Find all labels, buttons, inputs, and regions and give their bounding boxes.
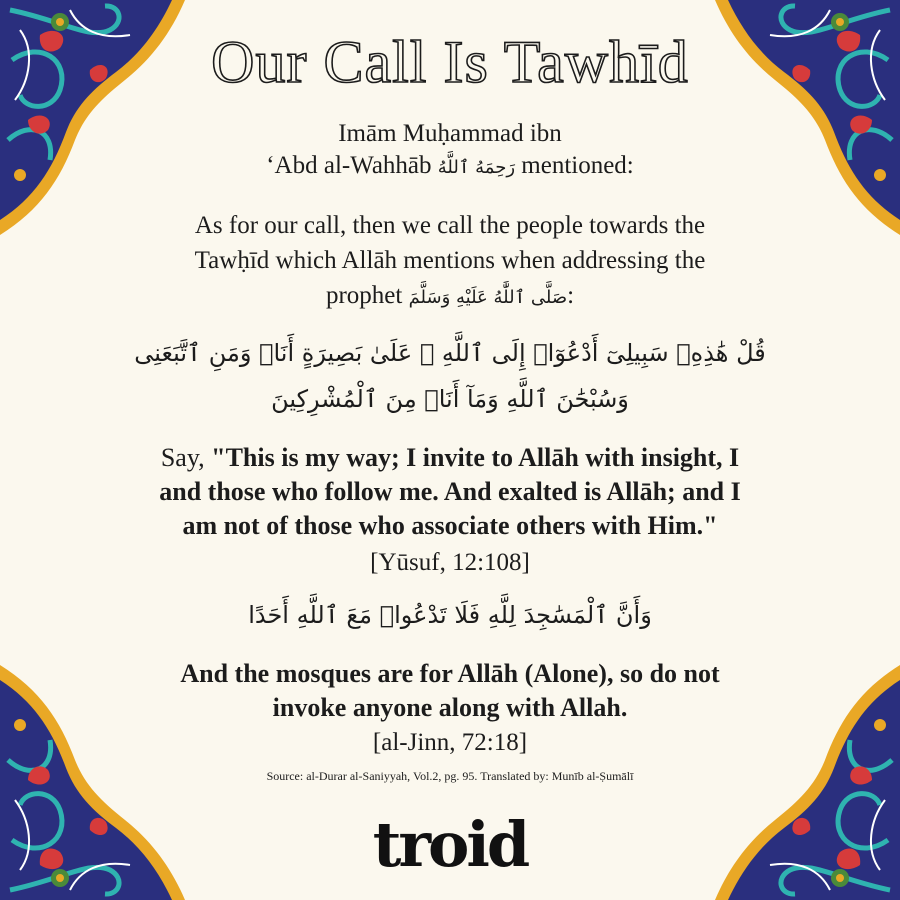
honorific-mark: رَحِمَهُ ٱللَّهُ xyxy=(437,157,516,178)
intro-paragraph xyxy=(90,208,810,315)
verse-1-translation-line-1 xyxy=(90,441,810,475)
verse-2-reference: [al-Jinn, 72:18] xyxy=(372,729,528,756)
verse-1-arabic xyxy=(110,330,790,422)
verse-1-translation xyxy=(90,441,810,543)
source-credit: Source: al-Durar al-Saniyyah, Vol.2, pg. 95. Translated by: Munīb al-Ṣumālī xyxy=(266,769,634,783)
verse-1-translation-line-3: am not of those who associate others with Him." xyxy=(182,511,718,540)
intro-prophet: prophet xyxy=(325,282,403,309)
attribution-line-1: Imām Muḥammad ibn xyxy=(338,120,562,147)
intro-line-1: As for our call, then we call the people towards the xyxy=(194,212,706,239)
verse-1-say: Say, xyxy=(160,443,212,472)
verse-1-arabic-line-1: قُلْ هَٰذِهِۦ سَبِيلِىٓ أَدْعُوٓا۟ إِلَى ٱللَّهِ ۚ عَلَىٰ بَصِيرَةٍ أَنَا۠ وَمَنِ ٱتَّبَعَنِى xyxy=(134,339,766,367)
verse-1-reference: [Yūsuf, 12:108] xyxy=(370,549,530,576)
attribution-name: ‘Abd al-Wahhāb xyxy=(266,152,432,179)
intro-line-2: Tawḥīd which Allāh mentions when addressing the xyxy=(194,247,706,274)
attribution-verb: mentioned: xyxy=(521,152,634,179)
verse-1-quote-start: "This is my way; I invite to Allāh with insight, I xyxy=(211,443,740,472)
verse-2-translation xyxy=(90,657,810,725)
intro-line-3 xyxy=(90,278,810,315)
verse-2-translation-line-2: invoke anyone along with Allah. xyxy=(272,693,628,722)
troid-logo: troid xyxy=(372,808,528,881)
salutation-mark: صَلَّى ٱللَّٰهُ عَلَيْهِ وَسَلَّمَ xyxy=(408,287,568,308)
intro-colon: : xyxy=(567,282,575,309)
verse-2-translation-line-1: And the mosques are for Allāh (Alone), so do not xyxy=(180,659,720,688)
verse-2-arabic: وَأَنَّ ٱلْمَسَٰجِدَ لِلَّهِ فَلَا تَدْعُوا۟ مَعَ ٱللَّهِ أَحَدًا xyxy=(248,601,652,629)
main-content xyxy=(110,0,790,900)
verse-1-arabic-line-2: وَسُبْحَٰنَ ٱللَّهِ وَمَآ أَنَا۠ مِنَ ٱلْمُشْرِكِينَ xyxy=(271,385,629,413)
verse-1-translation-line-2: and those who follow me. And exalted is Allāh; and I xyxy=(159,477,741,506)
attribution-line-2 xyxy=(110,150,790,184)
page-title: Our Call Is Tawhīd xyxy=(211,29,689,95)
attribution xyxy=(110,118,790,184)
